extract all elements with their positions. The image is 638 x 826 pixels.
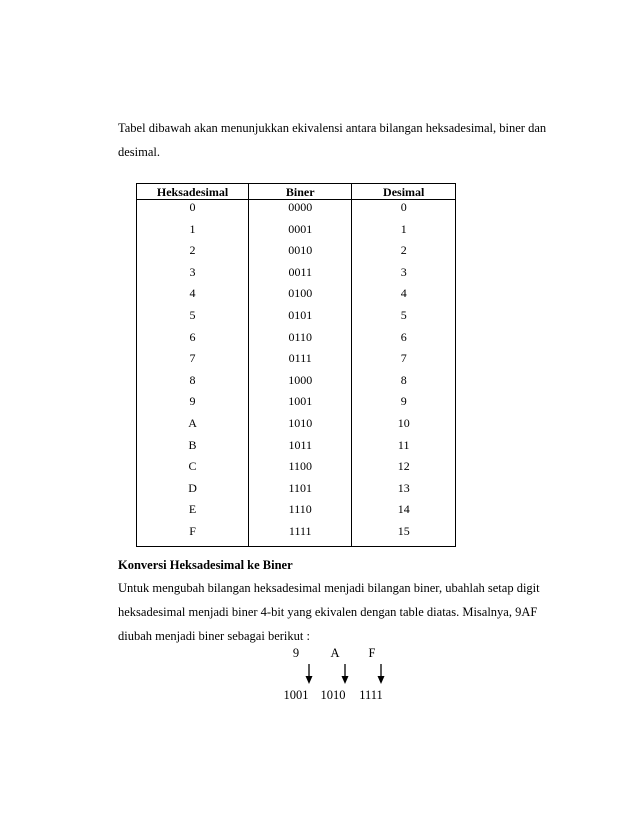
cell-desimal: 4 — [352, 286, 456, 308]
cell-heksadesimal: 5 — [137, 308, 249, 330]
arrow-down-icon — [305, 664, 307, 684]
section-title: Konversi Heksadesimal ke Biner — [118, 558, 293, 572]
header-desimal: Desimal — [352, 184, 456, 200]
section-text-line-2: heksadesimal menjadi biner 4-bit yang ekivalen dengan table diatas. Misalnya, 9AF — [118, 605, 538, 619]
table-row — [137, 200, 456, 222]
cell-heksadesimal: B — [137, 438, 249, 460]
table-row — [137, 330, 456, 352]
hex-digit-f: F — [368, 646, 376, 660]
cell-desimal: 0 — [352, 200, 456, 222]
arrow-down-icon — [341, 664, 343, 684]
cell-desimal: 1 — [352, 222, 456, 244]
hex-digit-9: 9 — [292, 646, 300, 660]
cell-heksadesimal: 4 — [137, 286, 249, 308]
table-row — [137, 416, 456, 438]
cell-biner: 1101 — [249, 481, 352, 503]
section-text-line-1: Untuk mengubah bilangan heksadesimal menjadi bilangan biner, ubahlah setap digit — [118, 581, 540, 595]
cell-biner: 1000 — [249, 373, 352, 395]
header-biner: Biner — [249, 184, 352, 200]
cell-heksadesimal: 9 — [137, 394, 249, 416]
cell-heksadesimal: E — [137, 502, 249, 524]
cell-desimal: 9 — [352, 394, 456, 416]
cell-heksadesimal: 8 — [137, 373, 249, 395]
table-body — [137, 200, 456, 547]
cell-desimal: 10 — [352, 416, 456, 438]
table-row — [137, 459, 456, 481]
cell-desimal: 3 — [352, 265, 456, 287]
cell-desimal: 11 — [352, 438, 456, 460]
cell-biner: 1010 — [249, 416, 352, 438]
cell-biner: 0111 — [249, 351, 352, 373]
cell-heksadesimal: D — [137, 481, 249, 503]
cell-biner: 0011 — [249, 265, 352, 287]
cell-desimal: 2 — [352, 243, 456, 265]
cell-desimal: 13 — [352, 481, 456, 503]
intro-text-line-1: Tabel dibawah akan menunjukkan ekivalensi antara bilangan heksadesimal, biner dan — [118, 121, 547, 135]
cell-heksadesimal: 6 — [137, 330, 249, 352]
table-row — [137, 373, 456, 395]
cell-heksadesimal: 3 — [137, 265, 249, 287]
table-header-row — [137, 184, 456, 200]
cell-heksadesimal: 7 — [137, 351, 249, 373]
table-row — [137, 265, 456, 287]
cell-biner: 1001 — [249, 394, 352, 416]
cell-heksadesimal: 2 — [137, 243, 249, 265]
cell-heksadesimal: 1 — [137, 222, 249, 244]
table-row — [137, 502, 456, 524]
table-row — [137, 243, 456, 265]
cell-heksadesimal: C — [137, 459, 249, 481]
cell-heksadesimal: F — [137, 524, 249, 546]
header-heksadesimal: Heksadesimal — [137, 184, 249, 200]
cell-biner: 0100 — [249, 286, 352, 308]
hex-digit-a: A — [330, 646, 340, 660]
cell-desimal: 8 — [352, 373, 456, 395]
cell-heksadesimal: A — [137, 416, 249, 438]
cell-biner: 1110 — [249, 502, 352, 524]
table-row — [137, 286, 456, 308]
table-row — [137, 524, 456, 546]
hex-binary-decimal-table — [136, 183, 456, 547]
cell-biner: 0101 — [249, 308, 352, 330]
cell-desimal: 15 — [352, 524, 456, 546]
cell-biner: 1011 — [249, 438, 352, 460]
binary-group-2: 1010 — [320, 688, 346, 702]
cell-biner: 0000 — [249, 200, 352, 222]
table-row — [137, 308, 456, 330]
binary-group-3: 1111 — [359, 688, 383, 702]
intro-text-line-2: desimal. — [118, 145, 161, 159]
cell-biner: 0110 — [249, 330, 352, 352]
cell-desimal: 6 — [352, 330, 456, 352]
section-text-line-3: diubah menjadi biner sebagai berikut : — [118, 629, 310, 643]
cell-desimal: 12 — [352, 459, 456, 481]
cell-desimal: 7 — [352, 351, 456, 373]
table-row — [137, 351, 456, 373]
cell-biner: 1111 — [249, 524, 352, 546]
cell-desimal: 5 — [352, 308, 456, 330]
binary-group-1: 1001 — [283, 688, 309, 702]
arrow-down-icon — [377, 664, 379, 684]
cell-biner: 1100 — [249, 459, 352, 481]
cell-biner: 0010 — [249, 243, 352, 265]
table-row — [137, 481, 456, 503]
cell-desimal: 14 — [352, 502, 456, 524]
table-row — [137, 222, 456, 244]
table-row — [137, 394, 456, 416]
cell-heksadesimal: 0 — [137, 200, 249, 222]
table-row — [137, 438, 456, 460]
cell-biner: 0001 — [249, 222, 352, 244]
